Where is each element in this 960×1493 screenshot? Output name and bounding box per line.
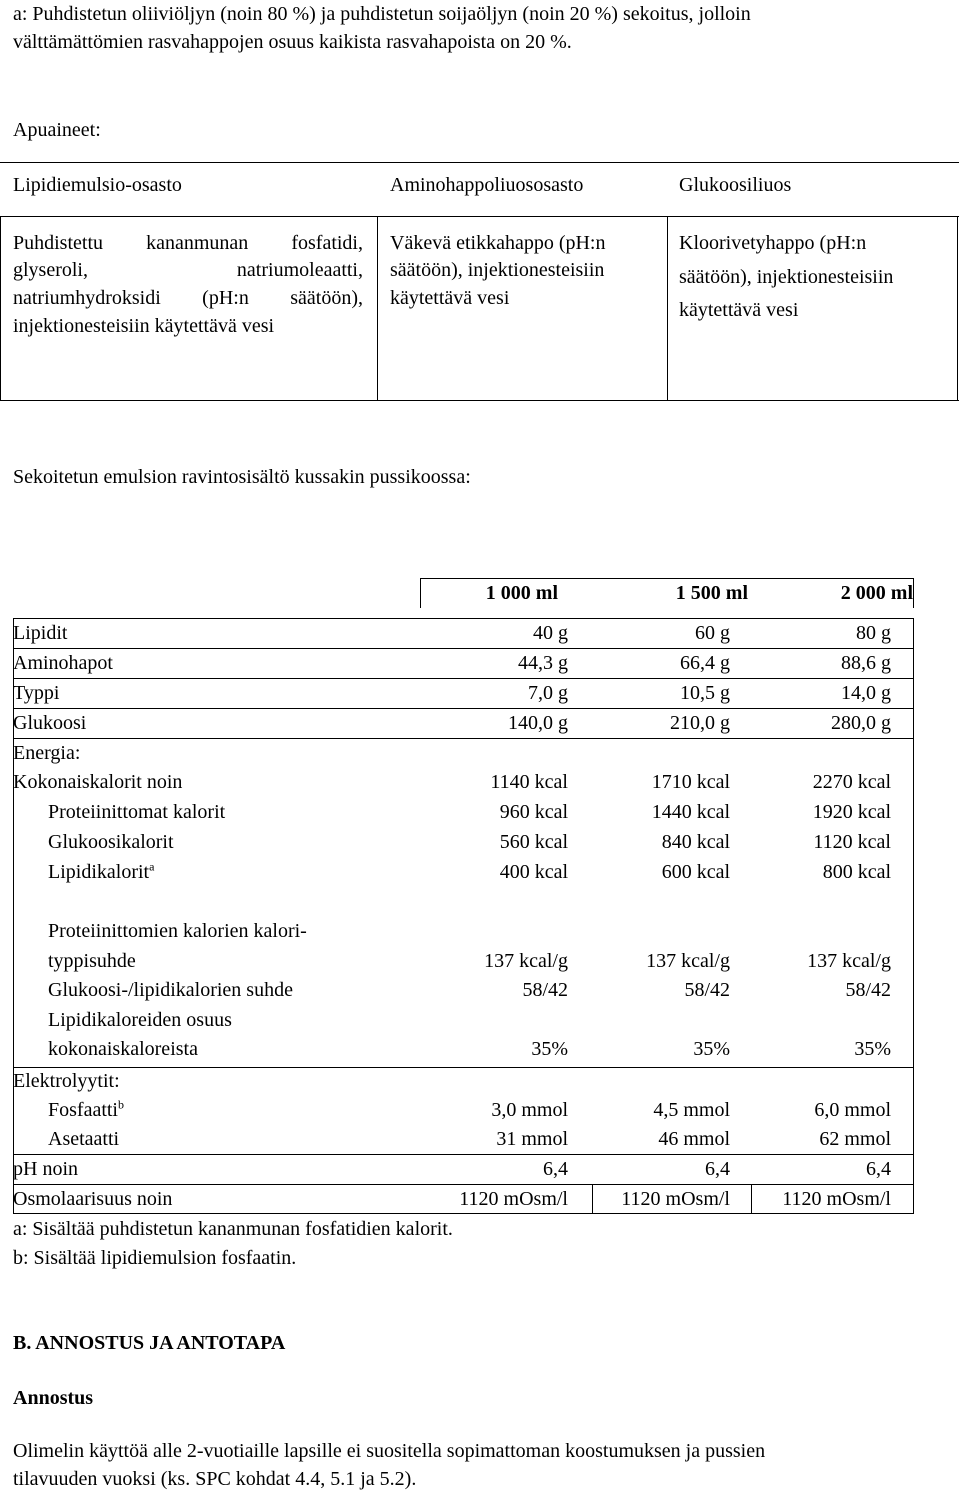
table-header-divider xyxy=(0,216,959,217)
cell: 58/42 xyxy=(845,979,891,1001)
row-label: Lipidit xyxy=(13,622,68,644)
row-label xyxy=(48,1095,124,1125)
cell: 58/42 xyxy=(522,979,568,1001)
excipients-heading: Apuaineet: xyxy=(13,119,101,141)
cell: 14,0 g xyxy=(841,682,891,704)
cell: 46 mmol xyxy=(658,1128,730,1150)
amino-line: Väkevä etikkahappo (pH:n xyxy=(390,232,606,254)
table-row xyxy=(0,738,960,768)
electrolytes-heading: Elektrolyytit: xyxy=(13,1070,120,1092)
cell: 137 kcal/g xyxy=(484,950,568,972)
cell: 840 kcal xyxy=(661,831,730,853)
glucose-line: käytettävä vesi xyxy=(679,299,799,321)
cell: 800 kcal xyxy=(822,861,891,883)
col-header-1000ml: 1 000 ml xyxy=(485,582,558,604)
cell: 1920 kcal xyxy=(812,801,891,823)
cell: 6,4 xyxy=(543,1158,568,1180)
table-row xyxy=(0,1095,960,1125)
paragraph-line-2: tilavuuden vuoksi (ks. SPC kohdat 4.4, 5.1 ja 5.2). xyxy=(13,1468,417,1490)
row-label: Proteiinittomien kalorien kalori- xyxy=(48,920,307,942)
energy-heading: Energia: xyxy=(13,742,81,764)
row-label: Kokonaiskalorit noin xyxy=(13,771,183,793)
table-row xyxy=(0,946,960,976)
table-border-top xyxy=(0,162,959,163)
cell: 35% xyxy=(854,1038,891,1060)
cell: 44,3 g xyxy=(518,652,568,674)
cell: 66,4 g xyxy=(680,652,730,674)
col-header-2000ml: 2 000 ml xyxy=(840,582,913,604)
cell: 35% xyxy=(693,1038,730,1060)
paragraph-line-1: Olimelin käyttöä alle 2-vuotiaille lapsille ei suositella sopimattoman koostumuksen ja pussien xyxy=(13,1440,766,1462)
phosphate-label: Fosfaatti xyxy=(48,1099,118,1121)
nutrition-heading: Sekoitetun emulsion ravintosisältö kussakin pussikoossa: xyxy=(13,466,471,488)
glucose-line: Kloorivetyhappo (pH:n xyxy=(679,232,867,254)
table-row xyxy=(0,1154,960,1184)
cell: 7,0 g xyxy=(528,682,568,704)
footnote-marker-b: b xyxy=(118,1097,124,1112)
intro-line-2: välttämättömien rasvahappojen osuus kaikista rasvahapoista on 20 %. xyxy=(13,31,572,53)
cell: 60 g xyxy=(695,622,730,644)
row-label xyxy=(48,857,154,887)
row-label: Glukoosi xyxy=(13,712,87,734)
cell: 400 kcal xyxy=(499,861,568,883)
table-row xyxy=(0,648,960,678)
table-row xyxy=(0,1005,960,1035)
table-border-bottom xyxy=(0,400,959,401)
glucose-line: säätöön), injektionesteisiin xyxy=(679,266,894,288)
cell: 1710 kcal xyxy=(651,771,730,793)
grid-line xyxy=(913,578,914,608)
cell: 6,4 xyxy=(705,1158,730,1180)
cell: 3,0 mmol xyxy=(491,1099,568,1121)
cell: 1440 kcal xyxy=(651,801,730,823)
col-header-amino: Aminohappoliuososasto xyxy=(390,174,584,196)
table-row xyxy=(0,797,960,827)
table-border-right xyxy=(957,216,958,400)
footnote-marker-a: a xyxy=(149,859,155,874)
cell: 2270 kcal xyxy=(812,771,891,793)
cell: 88,6 g xyxy=(841,652,891,674)
section-heading: B. ANNOSTUS JA ANTOTAPA xyxy=(13,1332,286,1354)
table-row xyxy=(0,767,960,797)
cell: 1140 kcal xyxy=(490,771,568,793)
cell: 4,5 mmol xyxy=(653,1099,730,1121)
row-label: Proteiinittomat kalorit xyxy=(48,801,226,823)
cell: 1120 mOsm/l xyxy=(782,1188,891,1210)
lipid-line: natriumhydroksidi (pH:n säätöön), xyxy=(13,287,363,309)
table-row xyxy=(0,1034,960,1064)
row-label: Glukoosikalorit xyxy=(48,831,174,853)
cell: 600 kcal xyxy=(661,861,730,883)
subheading: Annostus xyxy=(13,1387,94,1409)
cell: 1120 mOsm/l xyxy=(459,1188,568,1210)
footnote-b: b: Sisältää lipidiemulsion fosfaatin. xyxy=(13,1247,297,1269)
cell: 137 kcal/g xyxy=(646,950,730,972)
table-col-divider-2 xyxy=(667,216,668,400)
row-label: Aminohapot xyxy=(13,652,113,674)
row-label: Lipidikaloreiden osuus xyxy=(48,1009,232,1031)
col-header-lipid: Lipidiemulsio-osasto xyxy=(13,174,182,196)
cell: 1120 kcal xyxy=(813,831,891,853)
table-row xyxy=(0,618,960,648)
table-row xyxy=(0,708,960,738)
lipid-line: Puhdistettu kananmunan fosfatidi, xyxy=(13,232,363,254)
amino-line: säätöön), injektionesteisiin xyxy=(390,259,605,281)
table-row xyxy=(0,857,960,887)
cell: 140,0 g xyxy=(508,712,568,734)
cell: 960 kcal xyxy=(499,801,568,823)
row-label: typpisuhde xyxy=(48,950,136,972)
cell: 62 mmol xyxy=(819,1128,891,1150)
cell: 1120 mOsm/l xyxy=(621,1188,730,1210)
row-label: Glukoosi-/lipidikalorien suhde xyxy=(48,979,293,1001)
cell: 137 kcal/g xyxy=(807,950,891,972)
row-label: kokonaiskaloreista xyxy=(48,1038,198,1060)
cell: 280,0 g xyxy=(831,712,891,734)
col-header-1500ml: 1 500 ml xyxy=(675,582,748,604)
table-col-divider-1 xyxy=(377,216,378,400)
table-row xyxy=(0,916,960,946)
row-label: pH noin xyxy=(13,1158,78,1180)
table-row xyxy=(0,1184,960,1214)
cell: 40 g xyxy=(533,622,568,644)
row-label: Asetaatti xyxy=(48,1128,120,1150)
cell: 80 g xyxy=(856,622,891,644)
cell: 560 kcal xyxy=(499,831,568,853)
row-label: Osmolaarisuus noin xyxy=(13,1188,173,1210)
cell: 6,4 xyxy=(866,1158,891,1180)
table-row xyxy=(0,1124,960,1154)
cell: 31 mmol xyxy=(496,1128,568,1150)
cell: 210,0 g xyxy=(670,712,730,734)
cell: 6,0 mmol xyxy=(814,1099,891,1121)
table-row xyxy=(0,975,960,1005)
table-row xyxy=(0,678,960,708)
cell: 58/42 xyxy=(684,979,730,1001)
table-row xyxy=(0,827,960,857)
row-label: Typpi xyxy=(13,682,60,704)
amino-line: käytettävä vesi xyxy=(390,287,510,309)
intro-line-1: a: Puhdistetun oliiviöljyn (noin 80 %) ja puhdistetun soijaöljyn (noin 20 %) sekoitus, jolloin xyxy=(13,3,751,25)
cell: 10,5 g xyxy=(680,682,730,704)
lipid-line: injektionesteisiin käytettävä vesi xyxy=(13,315,275,337)
lipid-line: glyseroli, natriumoleaatti, xyxy=(13,259,363,281)
lipid-calories-label: Lipidikalorit xyxy=(48,861,150,883)
cell: 35% xyxy=(531,1038,568,1060)
footnote-a: a: Sisältää puhdistetun kananmunan fosfatidien kalorit. xyxy=(13,1218,453,1240)
table-row xyxy=(0,1066,960,1096)
table-border-left xyxy=(0,216,1,400)
col-header-glucose: Glukoosiliuos xyxy=(679,174,792,196)
